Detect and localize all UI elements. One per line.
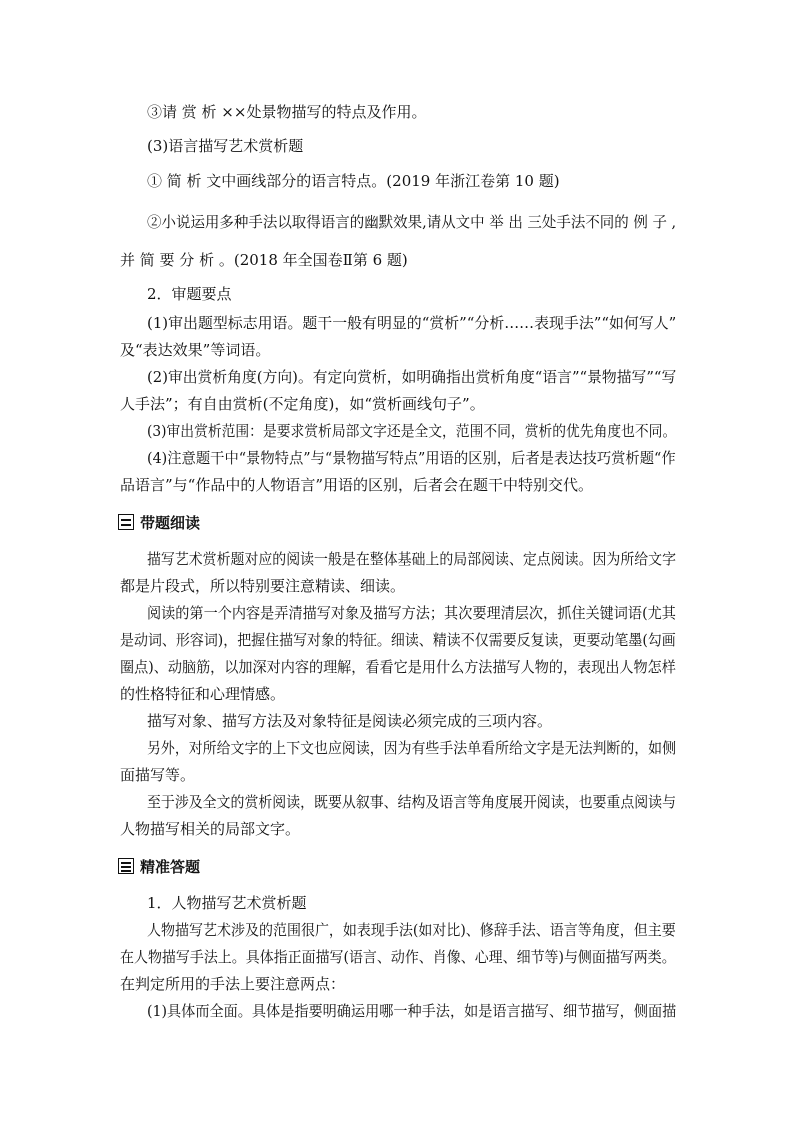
section-number-box-icon: [118, 514, 134, 530]
text-line: 并 简 要 分 析 。(2018 年全国卷Ⅱ第 6 题): [120, 251, 408, 269]
text-line: 阅读的第一个内容是弄清描写对象及描写方法；其次要理清层次，抓住关键词语(尤其: [147, 604, 676, 622]
text-line: ③请 赏 析 ××处景物描写的特点及作用。: [147, 103, 427, 121]
text-line: 人物描写艺术涉及的范围很广，如表现手法(如对比)、修辞手法、语言等角度，但主要: [147, 921, 676, 939]
text-line: 面描写等。: [120, 766, 196, 784]
section-heading-label: 带题细读: [140, 513, 201, 532]
text-line: (4)注意题干中“景物特点”与“景物描写特点”用语的区别，后者是表达技巧赏析题“作: [147, 449, 676, 467]
text-line: 人物描写相关的局部文字。: [120, 820, 301, 838]
text-line: 及“表达效果”等词语。: [120, 341, 271, 359]
text-line: ②小说运用多种手法以取得语言的幽默效果,请从文中 举 出 三处手法不同的 例 子 ,: [147, 213, 677, 231]
text-line: 圈点)、动脑筋，以加深对内容的理解，看看它是用什么方法描写人物的，表现出人物怎样: [120, 658, 676, 676]
text-line: 描写艺术赏析题对应的阅读一般是在整体基础上的局部阅读、定点阅读。因为所给文字: [147, 550, 677, 568]
section-heading-2: [118, 512, 200, 532]
text-line: 是动词、形容词)，把握住描写对象的特征。细读、精读不仅需要反复读，更要动笔墨(勾画: [120, 631, 676, 649]
text-line: (1)具体而全面。具体是指要明确运用哪一种手法，如是语言描写、细节描写，侧面描: [147, 1002, 677, 1020]
text-line: 在人物描写手法上。具体指正面描写(语言、动作、肖像、心理、细节等)与侧面描写两类。: [120, 948, 676, 966]
text-line: 在判定所用的手法上要注意两点：: [120, 975, 346, 993]
text-line: (3)语言描写艺术赏析题: [147, 137, 304, 155]
text-line: 的性格特征和心理情感。: [120, 685, 286, 703]
text-line: (3)审出赏析范围：是要求赏析局部文字还是全文，范围不同，赏析的优先角度也不同。: [147, 422, 677, 440]
text-line: 都是片段式，所以特别要注意精读、细读。: [120, 577, 406, 595]
text-line: 至于涉及全文的赏析阅读，既要从叙事、结构及语言等角度展开阅读，也要重点阅读与: [147, 793, 677, 811]
section-subtitle: 2．审题要点: [147, 285, 232, 303]
text-line: 人手法”；有自由赏析(不定角度)，如“赏析画线句子”。: [120, 395, 485, 413]
text-line: ① 简 析 文中画线部分的语言特点。(2019 年浙江卷第 10 题): [147, 172, 560, 190]
text-line: 另外，对所给文字的上下文也应阅读，因为有些手法单看所给文字是无法判断的，如侧: [147, 739, 677, 757]
section-number-box-icon: [118, 858, 134, 874]
section-heading-3: [118, 856, 200, 876]
section-subtitle: 1．人物描写艺术赏析题: [147, 894, 307, 912]
text-line: (1)审出题型标志用语。题干一般有明显的“赏析”“分析……表现手法”“如何写人”: [147, 314, 677, 332]
text-line: 品语言”与“作品中的人物语言”用语的区别，后者会在题干中特别交代。: [120, 476, 594, 494]
text-line: 描写对象、描写方法及对象特征是阅读必须完成的三项内容。: [147, 712, 553, 730]
section-heading-label: 精准答题: [140, 857, 201, 876]
text-line: (2)审出赏析角度(方向)。有定向赏析，如明确指出赏析角度“语言”“景物描写”“写: [147, 368, 677, 386]
